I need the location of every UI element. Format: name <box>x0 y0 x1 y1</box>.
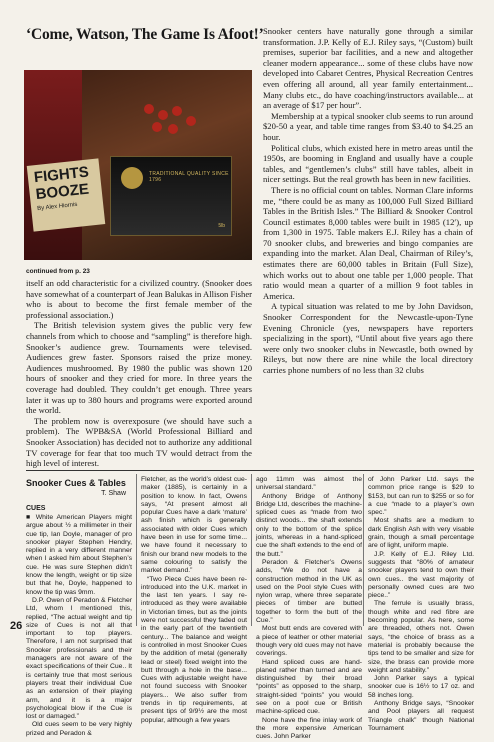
cue-case-image <box>110 156 232 236</box>
section-divider <box>26 470 474 471</box>
article-paragraph: There is no official count on tables. Norman Clare informs me, “there could be as many as 100,000 Full Sized Billiard Tables in the British Isles.” The Billiard & Snooker Control Council estimates 8,000 tables were built in 1985 (12′), up from 1,300 in 1975. Table makers E.J. Riley has a chain of 70 snooker clubs, and breweries and bingo companies are expanding into the market. Alan Deal, Chairman of Riley’s, estimates there are 60,000 tables in Britain (Full Size), which works out to about one table per 1,000 people. That ratio would mean a quarter of a million 9 foot tables in America. <box>263 184 473 301</box>
article-paragraph: Political clubs, which existed here in metro areas until the 1950s, are booming in England and usually have a couple tables, and “gentlemen’s clubs” still have tables, albeit in nicer settings. But the real growth has been in new facilities. <box>263 142 473 185</box>
sidebar-paragraph: J.P. Kelly of E.J. Riley Ltd. suggests that “80% of amateur snooker players tend to own their own cues.. the vast majority of personally owned cues are two piece..” <box>368 550 474 600</box>
article-paragraph: The problem now is overexposure (we should have such a problem). The WPB&SA (World Professional Billiard and Snooker Association) has decided not to authorize any additional TV coverage for fear that too much TV would detract from the high level of interest. <box>26 415 252 469</box>
sidebar-paragraph: of John Parker Ltd. says the common price range is $29 to $153, but can run to $255 or so for a cue “made to a player’s own spec.” <box>368 476 474 517</box>
column-rule <box>251 474 252 626</box>
article-paragraph: Membership at a typical snooker club seems to run around $20-50 a year, and table time ranges from $3.40 to $4.25 an hour. <box>263 110 473 142</box>
sidebar-column-4 <box>368 476 474 733</box>
article-headline: ‘Come, Watson, The Game Is Afoot!’ <box>26 26 264 43</box>
article-photo <box>24 70 252 260</box>
crest-icon <box>121 167 143 189</box>
book-title: FIGHTS BOOZE <box>33 163 90 204</box>
cue-case-text: TRADITIONAL QUALITY SINCE 1796 <box>149 171 229 183</box>
sidebar-paragraph: D.P. Owen of Peradon & Fletcher Ltd, whom I mentioned this, replied, “The actual weight and tip size of Cues is not all that important to top players. Therefore, I am not surprised that Snooker professionals and their managers are not aware of the exact specifications of their Cue.. It is certainly true that most serious players treat their individual Cue as an extension of their playing arm, and it is a major psychological blow if the Cue is lost or damaged.” <box>26 596 132 721</box>
continued-note: continued from p. 23 <box>26 268 90 275</box>
sidebar-author: T. Shaw <box>101 490 126 497</box>
article-paragraph: itself an odd characteristic for a civilized country. (Snooker does have somewhat of a counterpart of Jean Balukas in Allison Fisher who is about to become the first female member of the professional association.) <box>26 278 252 320</box>
article-right-column <box>263 26 473 376</box>
sidebar-column-3 <box>256 476 362 742</box>
sidebar-paragraph: Most shafts are a medium to dark English Ash with very visable grain, though a small percentage are of light, uniform maple. <box>368 517 474 550</box>
sidebar-paragraph: Anthony Bridge says, “Snooker and Pool players all request Triangle chalk” though National Tournament <box>368 700 474 732</box>
sidebar-column-2 <box>141 476 247 725</box>
column-rule <box>136 474 137 626</box>
sidebar-paragraph: None have the fine inlay work of the more expensive American cues. John Parker <box>256 716 362 741</box>
sidebar-paragraph: Hand spliced cues are hand-planed rather than turned and are distinguished by their broad “points” as opposed to the sharp, straight-sided “points” you would see on a pool cue or British machine-spliced cue. <box>256 658 362 716</box>
sidebar-paragraph: ■ White American Players might argue about ½ a millimeter in their cue tip, Ian Doyle, manager of pro snooker player Stephen Hendry, replied in a very different manner when I asked him about Stephen’s cue. He was sure Stephen didn’t know the length, weight or tip size but that he, Doyle, happened to know the tip was 9mm. <box>26 514 132 596</box>
page-number: 26 <box>10 620 23 632</box>
sidebar-paragraph: Old cues seem to be very highly prized and Peradon & <box>26 721 132 737</box>
snooker-balls-image <box>144 104 214 144</box>
book-author: By Alex Hiornis <box>37 201 78 213</box>
column-rule <box>363 474 364 626</box>
sidebar-paragraph: Peradon & Fletcher’s Owens adds, “We do not have a construction method in the UK as used on the Pool style Cues with nylon wrap, where three separate pieces of timber are butted together to form the butt of the Cue.” <box>256 558 362 625</box>
sidebar-paragraph: “Two Piece Cues have been re-introduced into the U.K. market in the last ten years. I say re-introduced as they were available in Victorian times, but as the joints were not successful they faded out in the early part of the twentieth century... The balance and weight is controlled in most Snooker Cues by the addition of metal (generally lead or steel) fixed weight into the butt through a hole in the base... Cues with adjustable weight have not found success with Snooker players... We also suffer from trends in tip requirements, at present tips of 9/9½ are the most popular, although a few years <box>141 575 247 724</box>
sidebar-title: Snooker Cues & Tables <box>26 478 126 488</box>
article-paragraph: Snooker centers have naturally gone through a similar transformation. J.P. Kelly of E.J. Riley says, “(Custom) built premises, superior bar facilities, and a new and altogether cleaner modern appearance... some of these clubs have now developed into Cabaret Centres, Physical Recreation Centres even offering all around, all year family entertainment... Many clubs etc., do have coaching/instructors available... at an average of $17 per hour”. <box>263 26 473 111</box>
sidebar-paragraph: John Parker says a typical snooker cue is 16½ to 17 oz. and 58 inches long. <box>368 675 474 699</box>
article-left-column <box>26 278 252 469</box>
article-paragraph: The British television system gives the public very few channels from which to choose and “sampling” is therefore high. Snooker’s audience grew. Tournaments were televised. Audiences grew faster. Sponsors raised the prize money. Audiences mushroomed. By 1980 the public was shown 120 hours of snooker and they cried for more. In three years the coverage had doubled. They couldn’t get enough. Three years later it was up to 380 hours and programs were exported around the world. <box>26 320 252 416</box>
sidebar-column-1 <box>26 514 132 738</box>
sidebar-paragraph: Anthony Bridge of Anthony Bridge Ltd, describes the machine-spliced cues as “made from two distinct woods... the shaft extends only to the bottom of the splice joints, whereas in a hand-spliced cue the shaft extends to the end of the butt.” <box>256 492 362 558</box>
article-paragraph: A typical situation was related to me by John Davidson, Snooker Correspondent for the Newcastle-upon-Tyne Evening Chronicle (yes, newspapers have reporters specializing in the sport), “Until about five years ago there were only two snooker clubs in Newcastle, both owned by Rileys, but now there are nine while the local directory carries phone numbers of no less than 32 clubs <box>263 301 473 375</box>
sidebar-paragraph: The ferrule is usually brass, though white and red fibre are becoming popular. As here, some are threaded, others not. Owen says, “the choice of brass as a material is probably because the tips tend to be smaller and size for size, the brass can provide more weight and stability.” <box>368 600 474 674</box>
sidebar-subhead: CUES <box>26 505 46 512</box>
sidebar-paragraph: ago 11mm was almost the universal standard.” <box>256 476 362 492</box>
book-cover <box>27 158 106 231</box>
sidebar-paragraph: Most butt ends are covered with a piece of leather or other material though very old cues may not have coverings. <box>256 625 362 658</box>
cue-case-tag: 5lb <box>218 223 225 229</box>
sidebar-paragraph: Fletcher, as the world’s oldest cue-maker (1885), is certainly in a position to know. In fact, Owens says, “At present almost all popular Cues have a dark ‘mature’ ash finish which is generally associated with older Cues which have been in use for some time... we have found it necessary to finish our brand new models to the same colouring to satisfy the market demand.” <box>141 476 247 575</box>
